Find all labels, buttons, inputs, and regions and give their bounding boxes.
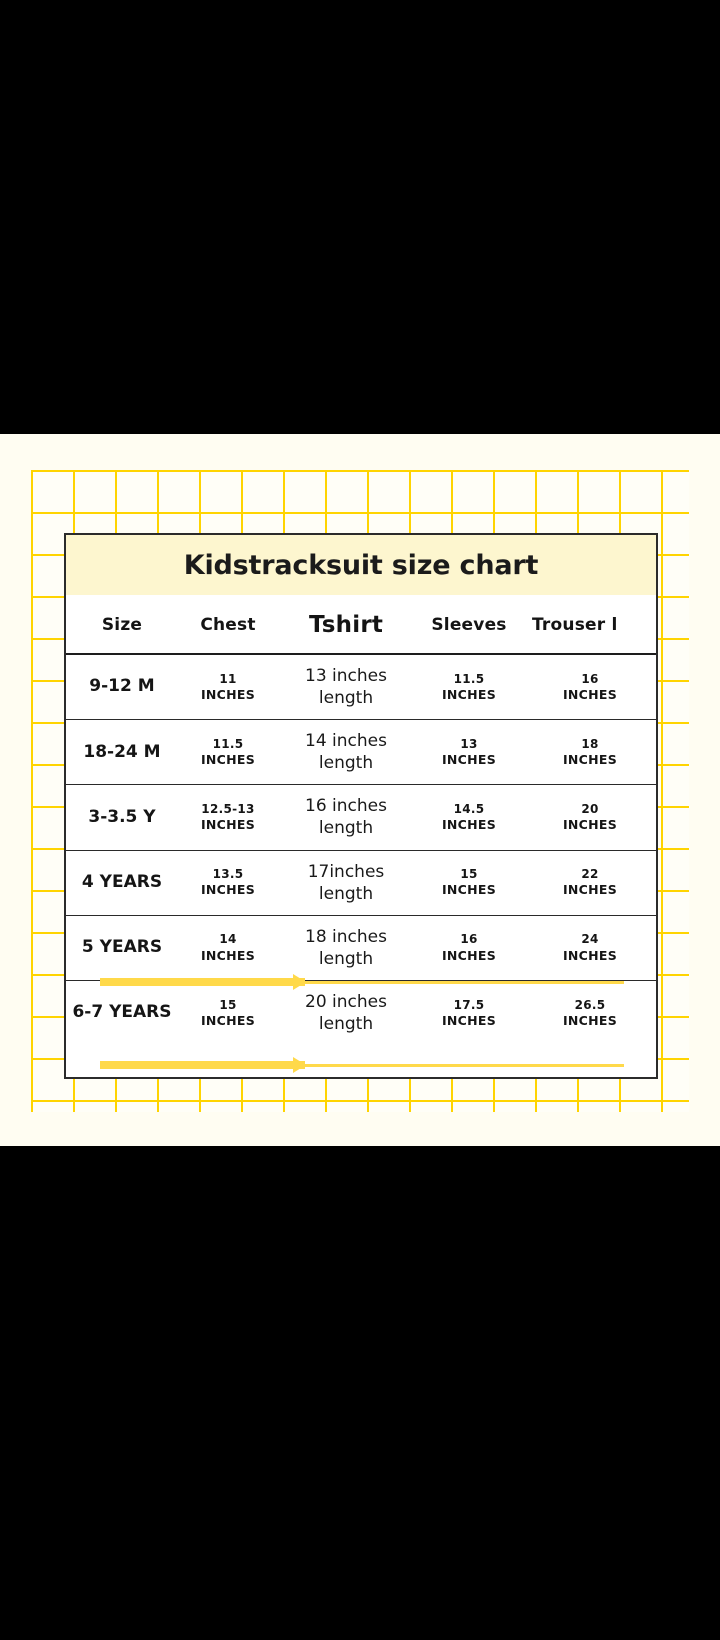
cell-chest [178,720,278,785]
highlight-line-6-7-years [100,1064,624,1067]
page-title: Kidstracksuit size chart [183,549,539,581]
table-row [66,850,656,915]
cell-chest-unit: INCHES [200,882,256,898]
cell-sleeves [414,785,524,850]
column-header-tshirt: Tshirt [308,612,384,638]
table-row [66,785,656,850]
cell-trouser-value: 16 [581,671,599,686]
table-row [66,980,656,1045]
table-header-row [66,595,656,654]
title-band [66,535,656,595]
column-header-sleeves: Sleeves [431,615,507,635]
cell-sleeves-unit: INCHES [441,751,497,767]
cell-chest-value: 13.5 [212,867,244,882]
cell-sleeves-value: 13 [460,736,478,751]
cell-sleeves-value: 14.5 [453,801,485,816]
size-chart-card [0,434,720,1146]
cell-sleeves-value: 16 [460,932,478,947]
cell-chest-value: 11 [219,671,237,686]
cell-chest-value: 11.5 [212,736,244,751]
cell-chest [178,915,278,980]
cell-chest-unit: INCHES [200,686,256,702]
table-row [66,915,656,980]
cell-tshirt: 17inches length [278,850,414,915]
column-header-trouser: Trouser l [532,615,618,635]
cell-trouser [524,785,656,850]
cell-sleeves [414,915,524,980]
cell-trouser [524,654,656,720]
cell-size: 18-24 M [66,720,178,785]
column-header-chest: Chest [200,615,256,635]
cell-chest-unit: INCHES [200,1012,256,1028]
cell-sleeves-unit: INCHES [441,817,497,833]
highlight-line-5-years [100,981,624,984]
cell-trouser-value: 26.5 [574,997,606,1012]
cell-chest-unit: INCHES [200,817,256,833]
table-row [66,654,656,720]
cell-size: 4 YEARS [66,850,178,915]
cell-tshirt: 13 inches length [278,654,414,720]
cell-trouser-unit: INCHES [562,751,618,767]
cell-chest-value: 15 [219,997,237,1012]
cell-chest-unit: INCHES [200,751,256,767]
cell-trouser [524,915,656,980]
column-header-size: Size [101,615,143,635]
cell-trouser-unit: INCHES [562,947,618,963]
cell-chest [178,654,278,720]
cell-sleeves [414,850,524,915]
cell-size: 9-12 M [66,654,178,720]
cell-sleeves-unit: INCHES [441,947,497,963]
cell-chest [178,850,278,915]
cell-trouser [524,850,656,915]
size-chart-panel [64,533,658,1079]
cell-trouser-unit: INCHES [562,882,618,898]
cell-sleeves-unit: INCHES [441,882,497,898]
cell-chest [178,980,278,1045]
cell-chest-unit: INCHES [200,947,256,963]
cell-size: 3-3.5 Y [66,785,178,850]
table-row [66,720,656,785]
cell-trouser-value: 20 [581,801,599,816]
cell-trouser [524,980,656,1045]
cell-sleeves [414,980,524,1045]
cell-trouser-value: 22 [581,867,599,882]
cell-chest [178,785,278,850]
cell-trouser-unit: INCHES [562,686,618,702]
cell-tshirt: 18 inches length [278,915,414,980]
cell-chest-value: 12.5-13 [201,801,255,816]
cell-sleeves-value: 15 [460,867,478,882]
cell-size: 6-7 YEARS [72,1002,172,1023]
cell-tshirt: 16 inches length [278,785,414,850]
cell-trouser-unit: INCHES [562,1012,618,1028]
cell-chest-value: 14 [219,932,237,947]
cell-trouser [524,720,656,785]
cell-size: 5 YEARS [66,915,178,980]
cell-sleeves-value: 11.5 [453,671,485,686]
cell-tshirt: 14 inches length [278,720,414,785]
cell-trouser-unit: INCHES [562,817,618,833]
cell-sleeves-unit: INCHES [441,686,497,702]
cell-sleeves-unit: INCHES [441,1012,497,1028]
cell-trouser-value: 24 [581,932,599,947]
cell-trouser-value: 18 [581,736,599,751]
cell-sleeves [414,720,524,785]
cell-sleeves-value: 17.5 [453,997,485,1012]
cell-tshirt: 20 inches length [305,991,387,1035]
cell-sleeves [414,654,524,720]
size-chart-table [66,595,656,1045]
